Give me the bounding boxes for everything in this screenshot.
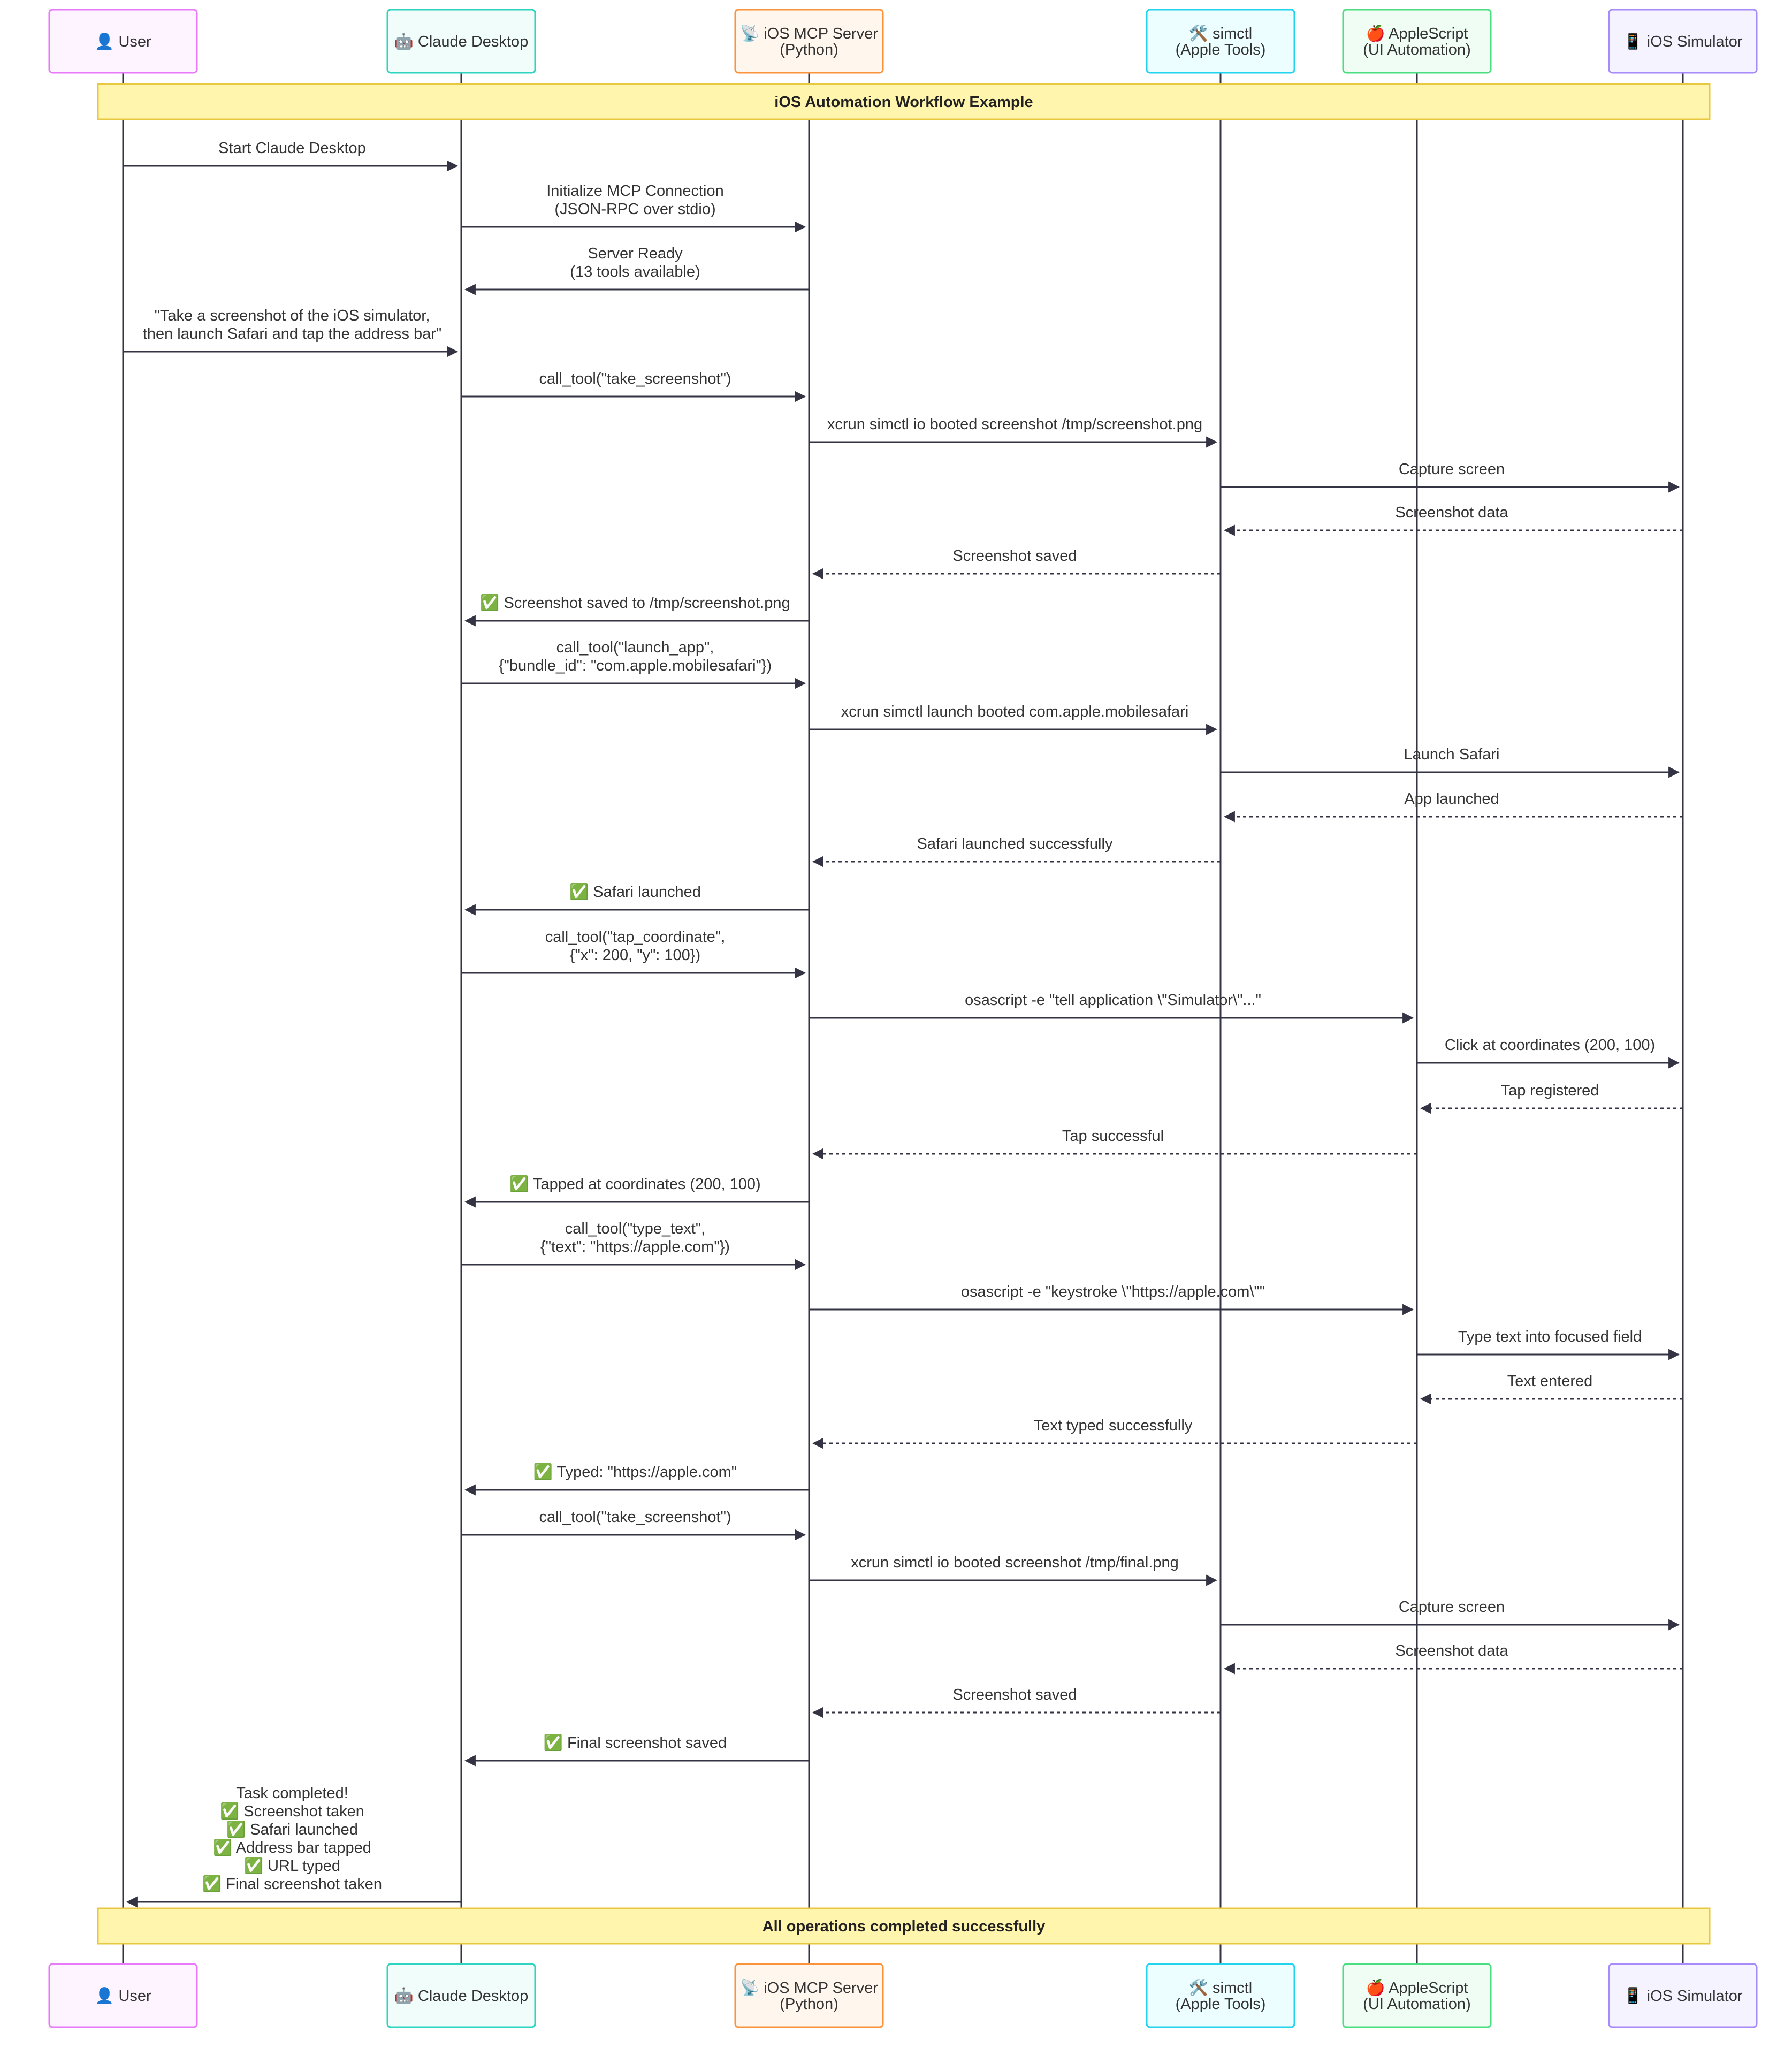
person-icon: 👤 [95,1988,115,2005]
message-label: Screenshot data [1395,1642,1508,1660]
message-11 [461,639,805,683]
svg-text:🍎 AppleScript [1366,24,1468,42]
message-18 [809,992,1413,1018]
message-label: osascript -e "tell application \"Simulator\"..." [965,992,1261,1009]
participant-name: AppleScript [1389,25,1468,42]
message-34 [466,1733,809,1761]
satellite-antenna-icon: 📡 [740,25,760,42]
message-26 [1421,1373,1683,1399]
phone-icon: 📱 [1623,33,1643,50]
message-label: ✅ Final screenshot saved [543,1734,727,1752]
message-label: {"bundle_id": "com.apple.mobilesafari"}) [498,657,772,674]
participant-applescript-top [1343,10,1491,73]
participant-sim-bottom [1609,1964,1757,2027]
message-label: ✅ Tapped at coordinates (200, 100) [509,1176,761,1193]
message-23 [461,1220,805,1265]
svg-text:🛠️ simctl [1189,1978,1252,1997]
message-label: Text entered [1507,1373,1593,1390]
message-label: Click at coordinates (200, 100) [1444,1037,1656,1054]
message-label: Screenshot data [1395,504,1508,521]
message-label: ✅ Safari launched [226,1821,358,1838]
participant-name: simctl [1213,25,1253,42]
message-19 [1417,1037,1679,1063]
participant-claude-bottom [387,1964,535,2027]
participant-mcp-bottom [735,1964,883,2027]
message-16 [466,882,809,910]
message-28 [466,1463,809,1490]
message-label: Screenshot saved [952,1686,1077,1703]
message-label: Tap registered [1500,1082,1599,1099]
svg-text:(Apple Tools) [1176,1996,1266,2013]
message-label: call_tool("type_text", [565,1220,706,1237]
svg-text:📱 iOS Simulator [1623,32,1742,50]
message-10 [466,593,809,621]
message-24 [809,1283,1413,1310]
message-33 [813,1686,1221,1712]
participant-simctl-bottom [1147,1964,1294,2027]
participant-name: Claude Desktop [417,33,529,50]
message-label: {"x": 200, "y": 100}) [569,947,701,964]
message-label: then launch Safari and tap the address bar" [142,325,442,342]
message-label: xcrun simctl launch booted com.apple.mobilesafari [841,703,1189,720]
participant-subtitle: (Python) [780,1996,838,2013]
participant-subtitle: (Python) [780,41,838,58]
message-label: ✅ Screenshot saved to /tmp/screenshot.png [480,595,790,612]
participant-name: User [118,33,151,50]
message-label: Text typed successfully [1033,1417,1193,1434]
participant-mcp-top [735,10,883,73]
message-label: Tap successful [1062,1128,1164,1145]
message-20 [1421,1082,1683,1108]
message-8 [1225,504,1683,530]
participant-subtitle: (Apple Tools) [1175,1996,1266,2013]
message-label: App launched [1404,790,1499,808]
message-27 [813,1417,1417,1443]
apple-icon: 🍎 [1366,25,1385,42]
message-label: Capture screen [1398,1599,1505,1616]
message-29 [461,1509,805,1535]
svg-text:🛠️ simctl [1189,24,1252,42]
message-label: call_tool("launch_app", [556,639,714,656]
participant-name: iOS Simulator [1646,33,1743,50]
message-label: "Take a screenshot of the iOS simulator, [154,307,430,324]
participant-sim-top [1609,10,1757,73]
message-15 [813,835,1221,862]
message-32 [1225,1642,1683,1669]
svg-text:🍎 AppleScript [1366,1978,1468,1997]
note-workflow-title [98,84,1710,119]
phone-icon: 📱 [1623,1988,1643,2005]
person-icon: 👤 [95,33,115,50]
message-6 [809,416,1216,442]
message-label: (13 tools available) [570,263,700,280]
message-label: call_tool("take_screenshot") [539,370,731,387]
message-label: Initialize MCP Connection [546,182,724,200]
note-text: All operations completed successfully [762,1918,1046,1935]
message-label: Type text into focused field [1458,1328,1642,1345]
message-2 [461,182,805,227]
svg-text:🤖 Claude Desktop [394,1986,529,2005]
message-label: Safari launched successfully [917,835,1113,853]
message-9 [813,547,1221,574]
message-5 [461,370,805,397]
note-completion [98,1908,1710,1944]
message-label: Server Ready [588,245,683,262]
message-label: ✅ Safari launched [569,884,701,901]
svg-text:(Python) [780,1996,838,2013]
svg-text:📡 iOS MCP Server [740,23,878,42]
message-31 [1221,1599,1679,1625]
participant-name: User [118,1988,151,2005]
message-label: xcrun simctl io booted screenshot /tmp/final.png [851,1554,1179,1571]
message-label: Start Claude Desktop [218,140,366,157]
participant-claude-top [387,10,535,73]
participant-subtitle: (UI Automation) [1363,1996,1471,2013]
message-1 [123,140,457,166]
message-25 [1417,1328,1679,1354]
message-label: Screenshot saved [952,547,1077,565]
message-17 [461,928,805,973]
participant-name: AppleScript [1389,1980,1468,1997]
message-label: ✅ Typed: "https://apple.com" [533,1464,737,1481]
satellite-antenna-icon: 📡 [740,1980,760,1997]
message-7 [1221,461,1679,487]
message-label: xcrun simctl io booted screenshot /tmp/screenshot.png [827,416,1203,433]
message-label: ✅ Screenshot taken [220,1803,364,1820]
message-35 [127,1785,461,1902]
message-label: Task completed! [236,1785,348,1802]
participant-name: iOS MCP Server [764,25,878,42]
message-label: osascript -e "keystroke \"https://apple.com\"" [960,1283,1265,1300]
robot-icon: 🤖 [394,1988,414,2005]
tools-icon: 🛠️ [1188,25,1208,42]
message-label: (JSON-RPC over stdio) [554,201,716,218]
tools-icon: 🛠️ [1188,1980,1208,1997]
participant-subtitle: (UI Automation) [1363,41,1471,58]
svg-text:(UI Automation) [1363,41,1470,58]
message-3 [466,245,809,290]
message-13 [1221,746,1679,772]
participant-name: iOS MCP Server [764,1980,878,1997]
participant-name: iOS Simulator [1646,1988,1743,2005]
svg-text:👤 User [95,32,151,50]
message-12 [809,703,1216,729]
message-label: ✅ URL typed [243,1858,341,1875]
svg-text:🤖 Claude Desktop [394,32,529,50]
apple-icon: 🍎 [1366,1980,1385,1997]
message-30 [809,1554,1216,1580]
participant-applescript-bottom [1343,1964,1491,2027]
message-22 [466,1175,809,1202]
participant-name: Claude Desktop [417,1988,529,2005]
svg-text:👤 User [95,1986,151,2005]
message-label: ✅ Address bar tapped [213,1839,371,1856]
message-label: Capture screen [1398,461,1505,478]
message-label: Launch Safari [1404,746,1500,763]
participant-user-bottom [49,1964,197,2027]
message-label: call_tool("take_screenshot") [539,1509,731,1526]
svg-text:📱 iOS Simulator [1623,1986,1742,2005]
message-4 [123,307,457,352]
svg-text:📡 iOS MCP Server [740,1977,878,1997]
participant-name: simctl [1213,1980,1253,1997]
svg-text:(UI Automation) [1363,1996,1470,2013]
participant-subtitle: (Apple Tools) [1175,41,1266,58]
participant-simctl-top [1147,10,1294,73]
svg-text:(Python) [780,41,838,58]
message-label: {"text": "https://apple.com"}) [540,1238,730,1255]
message-21 [813,1128,1417,1154]
note-text: iOS Automation Workflow Example [774,94,1033,111]
message-14 [1225,790,1683,817]
robot-icon: 🤖 [394,33,414,50]
message-label: call_tool("tap_coordinate", [545,928,726,946]
svg-text:(Apple Tools) [1176,41,1266,58]
participant-user-top [49,10,197,73]
message-label: ✅ Final screenshot taken [202,1876,382,1893]
